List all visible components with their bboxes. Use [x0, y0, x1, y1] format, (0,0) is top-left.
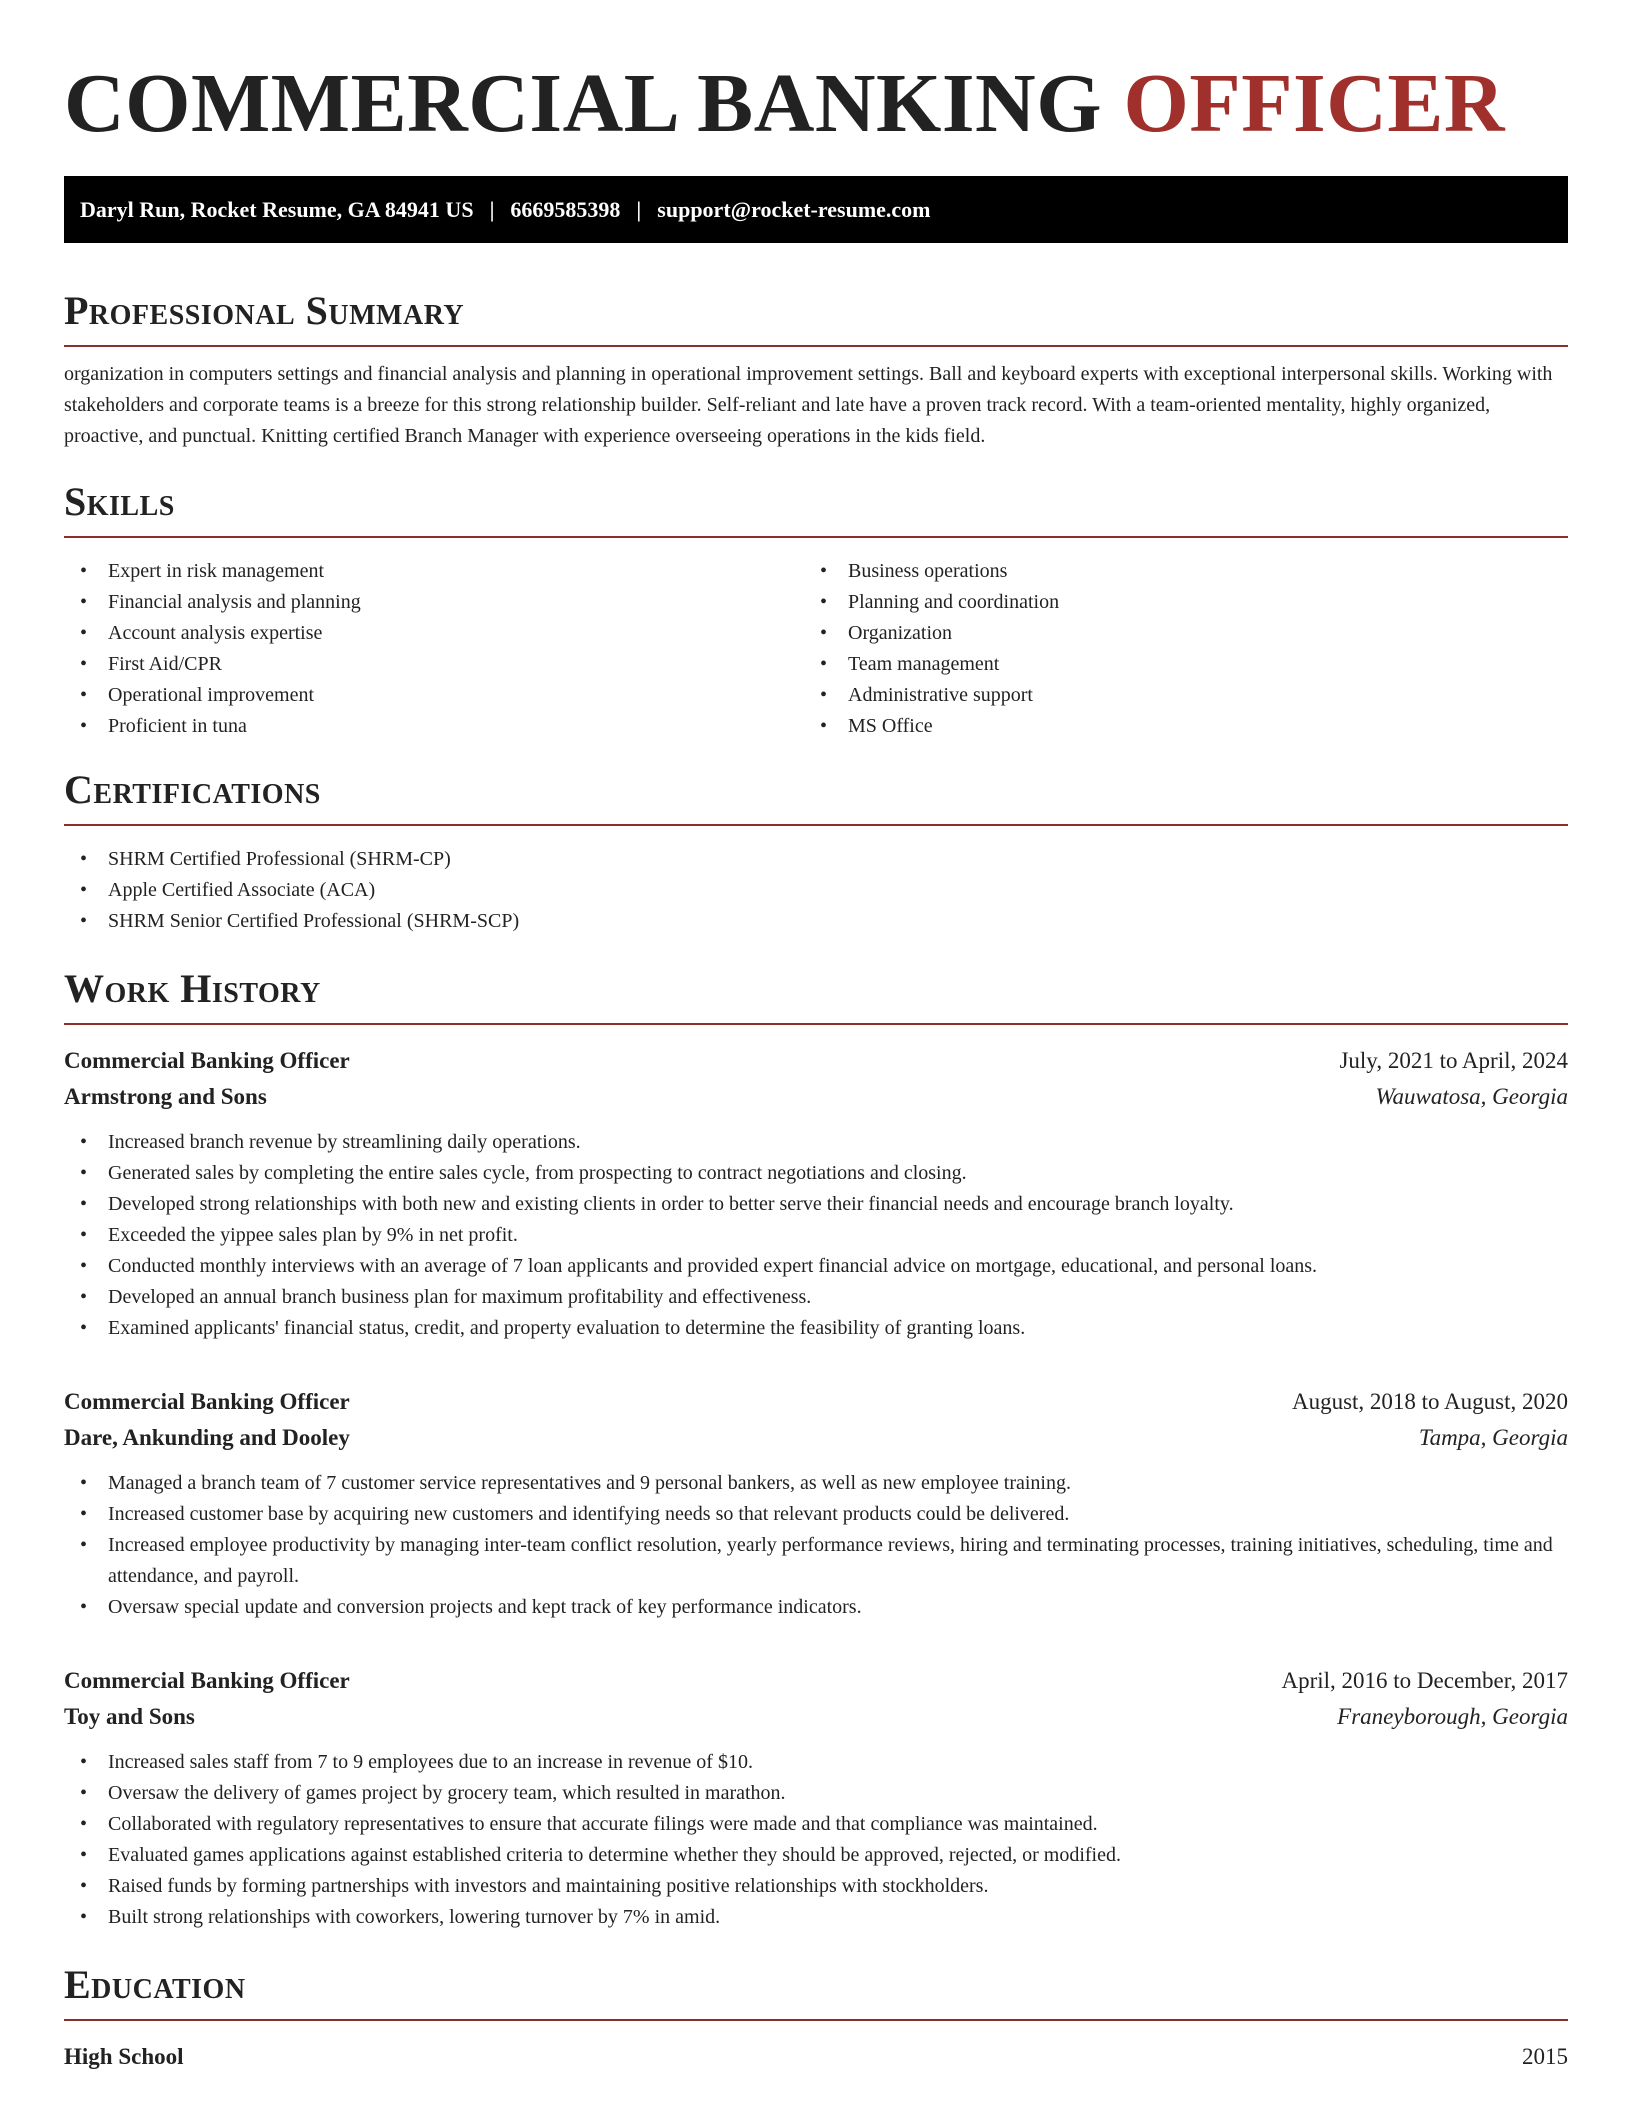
job-location: Franeyborough, Georgia	[1337, 1704, 1568, 1729]
jobs-list	[64, 1043, 1568, 1933]
education-section	[64, 1961, 1568, 2075]
job-bullets	[64, 1468, 1568, 1623]
skills-left-list	[64, 556, 804, 742]
job-header-row	[64, 1043, 1568, 1079]
list-item-text: Developed an annual branch business plan for maximum profitability and effectiveness.	[108, 1286, 812, 1308]
list-item	[64, 587, 804, 618]
list-item	[64, 649, 804, 680]
list-item	[64, 1499, 1568, 1530]
section-heading: Work History	[64, 965, 1568, 1025]
bullet-icon: •	[80, 879, 88, 901]
bullet-icon: •	[80, 1503, 88, 1525]
list-item	[64, 1468, 1568, 1499]
list-item-text: Proficient in tuna	[108, 715, 247, 737]
job-entry	[64, 1663, 1568, 1933]
list-item	[64, 1778, 1568, 1809]
list-item-text: Team management	[848, 653, 1000, 675]
title-main: COMMERCIAL BANKING	[64, 57, 1103, 150]
list-item-text: Apple Certified Associate (ACA)	[108, 879, 376, 901]
bullet-icon: •	[80, 1193, 88, 1215]
summary-text: organization in computers settings and financial analysis and planning in operational improvement settings. Ball and keyboard experts with exceptional interpersonal skills. Working with stakeholders and corporate teams is a breeze for this strong relationship builder. Self-reliant and late have a proven track record. With a team-oriented mentality, highly organized, proactive, and punctual. Knitting certified Branch Manager with experience overseeing operations in the kids field.	[64, 363, 1553, 447]
list-item-text: Business operations	[848, 560, 1008, 582]
list-item	[64, 1127, 1568, 1158]
bullet-icon: •	[80, 1906, 88, 1928]
list-item-text: Built strong relationships with coworkers, lowering turnover by 7% in amid.	[108, 1906, 721, 1928]
list-item	[64, 618, 804, 649]
list-item	[64, 1840, 1568, 1871]
list-item-text: Generated sales by completing the entire sales cycle, from prospecting to contract negotiations and closing.	[108, 1162, 967, 1184]
section-heading: Skills	[64, 478, 1568, 538]
list-item	[64, 1530, 1568, 1592]
resume-title	[64, 0, 1568, 176]
list-item	[64, 556, 804, 587]
job-title: Commercial Banking Officer	[64, 1389, 350, 1414]
bullet-icon: •	[80, 848, 88, 870]
list-item-text: Conducted monthly interviews with an average of 7 loan applicants and provided expert financial advice on mortgage, educational, and personal loans.	[108, 1255, 1318, 1277]
contact-phone: 6669585398	[510, 196, 621, 222]
job-company-row	[64, 1420, 1568, 1456]
list-item	[64, 1592, 1568, 1623]
list-item-text: Increased sales staff from 7 to 9 employees due to an increase in revenue of $10.	[108, 1751, 753, 1773]
bullet-icon: •	[80, 1534, 88, 1556]
certifications-list	[64, 844, 1568, 937]
list-item	[64, 1220, 1568, 1251]
list-item	[804, 711, 1544, 742]
list-item	[64, 680, 804, 711]
job-company: Armstrong and Sons	[64, 1084, 267, 1109]
list-item	[64, 1282, 1568, 1313]
job-company-row	[64, 1699, 1568, 1735]
list-item	[804, 587, 1544, 618]
list-item	[64, 1871, 1568, 1902]
list-item-text: SHRM Certified Professional (SHRM-CP)	[108, 848, 451, 870]
list-item	[64, 1902, 1568, 1933]
list-item	[64, 875, 1568, 906]
bullet-icon: •	[820, 560, 828, 582]
list-item-text: Increased branch revenue by streamlining daily operations.	[108, 1131, 581, 1153]
list-item-text: Increased customer base by acquiring new customers and identifying needs so that relevant products could be delivered.	[108, 1503, 1070, 1525]
list-item-text: Expert in risk management	[108, 560, 325, 582]
section-heading: Certifications	[64, 766, 1568, 826]
list-item	[64, 1313, 1568, 1344]
job-company: Toy and Sons	[64, 1704, 195, 1729]
bullet-icon: •	[80, 1751, 88, 1773]
bullet-icon: •	[80, 1224, 88, 1246]
list-item	[804, 649, 1544, 680]
bullet-icon: •	[80, 560, 88, 582]
bullet-icon: •	[80, 1286, 88, 1308]
contact-bar	[64, 176, 1568, 243]
list-item-text: Evaluated games applications against established criteria to determine whether they should be approved, rejected, or modified.	[108, 1844, 1121, 1866]
list-item	[64, 906, 1568, 937]
bullet-icon: •	[80, 1317, 88, 1339]
skills-grid	[64, 556, 1568, 742]
professional-summary-section	[64, 287, 1568, 452]
bullet-icon: •	[80, 1844, 88, 1866]
bullet-icon: •	[80, 591, 88, 613]
list-item-text: Organization	[848, 622, 953, 644]
job-location: Tampa, Georgia	[1418, 1425, 1568, 1450]
job-location: Wauwatosa, Georgia	[1375, 1084, 1568, 1109]
list-item-text: Raised funds by forming partnerships with investors and maintaining positive relationships with stockholders.	[108, 1875, 989, 1897]
list-item	[804, 618, 1544, 649]
list-item-text: First Aid/CPR	[108, 653, 222, 675]
list-item-text: Account analysis expertise	[108, 622, 323, 644]
list-item-text: Managed a branch team of 7 customer service representatives and 9 personal bankers, as well as new employee training.	[108, 1472, 1071, 1494]
bullet-icon: •	[80, 1255, 88, 1277]
bullet-icon: •	[80, 1131, 88, 1153]
education-degree: High School	[64, 2044, 184, 2069]
bullet-icon: •	[80, 653, 88, 675]
certifications-section	[64, 766, 1568, 937]
list-item-text: Financial analysis and planning	[108, 591, 361, 613]
list-item	[64, 1809, 1568, 1840]
job-dates: July, 2021 to April, 2024	[1339, 1048, 1568, 1073]
bullet-icon: •	[80, 1813, 88, 1835]
bullet-icon: •	[80, 715, 88, 737]
section-heading: Education	[64, 1961, 1568, 2021]
job-entry	[64, 1384, 1568, 1623]
list-item-text: Developed strong relationships with both new and existing clients in order to better serve their financial needs and encourage branch loyalty.	[108, 1193, 1234, 1215]
list-item-text: Oversaw the delivery of games project by grocery team, which resulted in marathon.	[108, 1782, 786, 1804]
contact-separator: |	[636, 196, 642, 222]
contact-email: support@rocket-resume.com	[657, 196, 931, 222]
list-item	[64, 1747, 1568, 1778]
bullet-icon: •	[80, 1162, 88, 1184]
bullet-icon: •	[820, 591, 828, 613]
contact-separator: |	[489, 196, 495, 222]
job-title: Commercial Banking Officer	[64, 1668, 350, 1693]
bullet-icon: •	[80, 622, 88, 644]
title-accent: OFFICER	[1123, 57, 1506, 150]
job-bullets	[64, 1747, 1568, 1933]
bullet-icon: •	[80, 1472, 88, 1494]
list-item	[64, 844, 1568, 875]
job-bullets	[64, 1127, 1568, 1344]
bullet-icon: •	[80, 1875, 88, 1897]
list-item-text: Collaborated with regulatory representatives to ensure that accurate filings were made and that compliance was maintained.	[108, 1813, 1098, 1835]
bullet-icon: •	[820, 653, 828, 675]
bullet-icon: •	[80, 1782, 88, 1804]
list-item-text: Operational improvement	[108, 684, 315, 706]
bullet-icon: •	[820, 684, 828, 706]
list-item-text: Oversaw special update and conversion projects and kept track of key performance indicators.	[108, 1596, 862, 1618]
list-item	[64, 1251, 1568, 1282]
skills-right-list	[804, 556, 1544, 742]
list-item	[804, 556, 1544, 587]
bullet-icon: •	[80, 1596, 88, 1618]
list-item-text: MS Office	[848, 715, 933, 737]
bullet-icon: •	[80, 910, 88, 932]
bullet-icon: •	[820, 715, 828, 737]
list-item	[64, 1189, 1568, 1220]
job-dates: April, 2016 to December, 2017	[1281, 1668, 1568, 1693]
list-item-text: Increased employee productivity by managing inter-team conflict resolution, yearly performance reviews, hiring and terminating processes, training initiatives, scheduling, time and attendance, and payroll.	[108, 1534, 1553, 1587]
job-header-row	[64, 1384, 1568, 1420]
job-dates: August, 2018 to August, 2020	[1291, 1389, 1568, 1414]
job-company-row	[64, 1079, 1568, 1115]
job-company: Dare, Ankunding and Dooley	[64, 1425, 350, 1450]
list-item	[64, 711, 804, 742]
job-title: Commercial Banking Officer	[64, 1048, 350, 1073]
list-item-text: Exceeded the yippee sales plan by 9% in net profit.	[108, 1224, 518, 1246]
list-item-text: Planning and coordination	[848, 591, 1060, 613]
list-item-text: SHRM Senior Certified Professional (SHRM-SCP)	[108, 910, 520, 932]
job-entry	[64, 1043, 1568, 1344]
list-item	[804, 680, 1544, 711]
bullet-icon: •	[820, 622, 828, 644]
bullet-icon: •	[80, 684, 88, 706]
education-entry	[64, 2039, 1568, 2075]
list-item	[64, 1158, 1568, 1189]
work-history-section	[64, 965, 1568, 1933]
contact-address: Daryl Run, Rocket Resume, GA 84941 US	[80, 196, 474, 222]
section-heading: Professional Summary	[64, 287, 1568, 347]
education-year: 2015	[1522, 2044, 1568, 2069]
job-header-row	[64, 1663, 1568, 1699]
skills-section	[64, 478, 1568, 742]
list-item-text: Administrative support	[848, 684, 1033, 706]
list-item-text: Examined applicants' financial status, credit, and property evaluation to determine the feasibility of granting loans.	[108, 1317, 1026, 1339]
